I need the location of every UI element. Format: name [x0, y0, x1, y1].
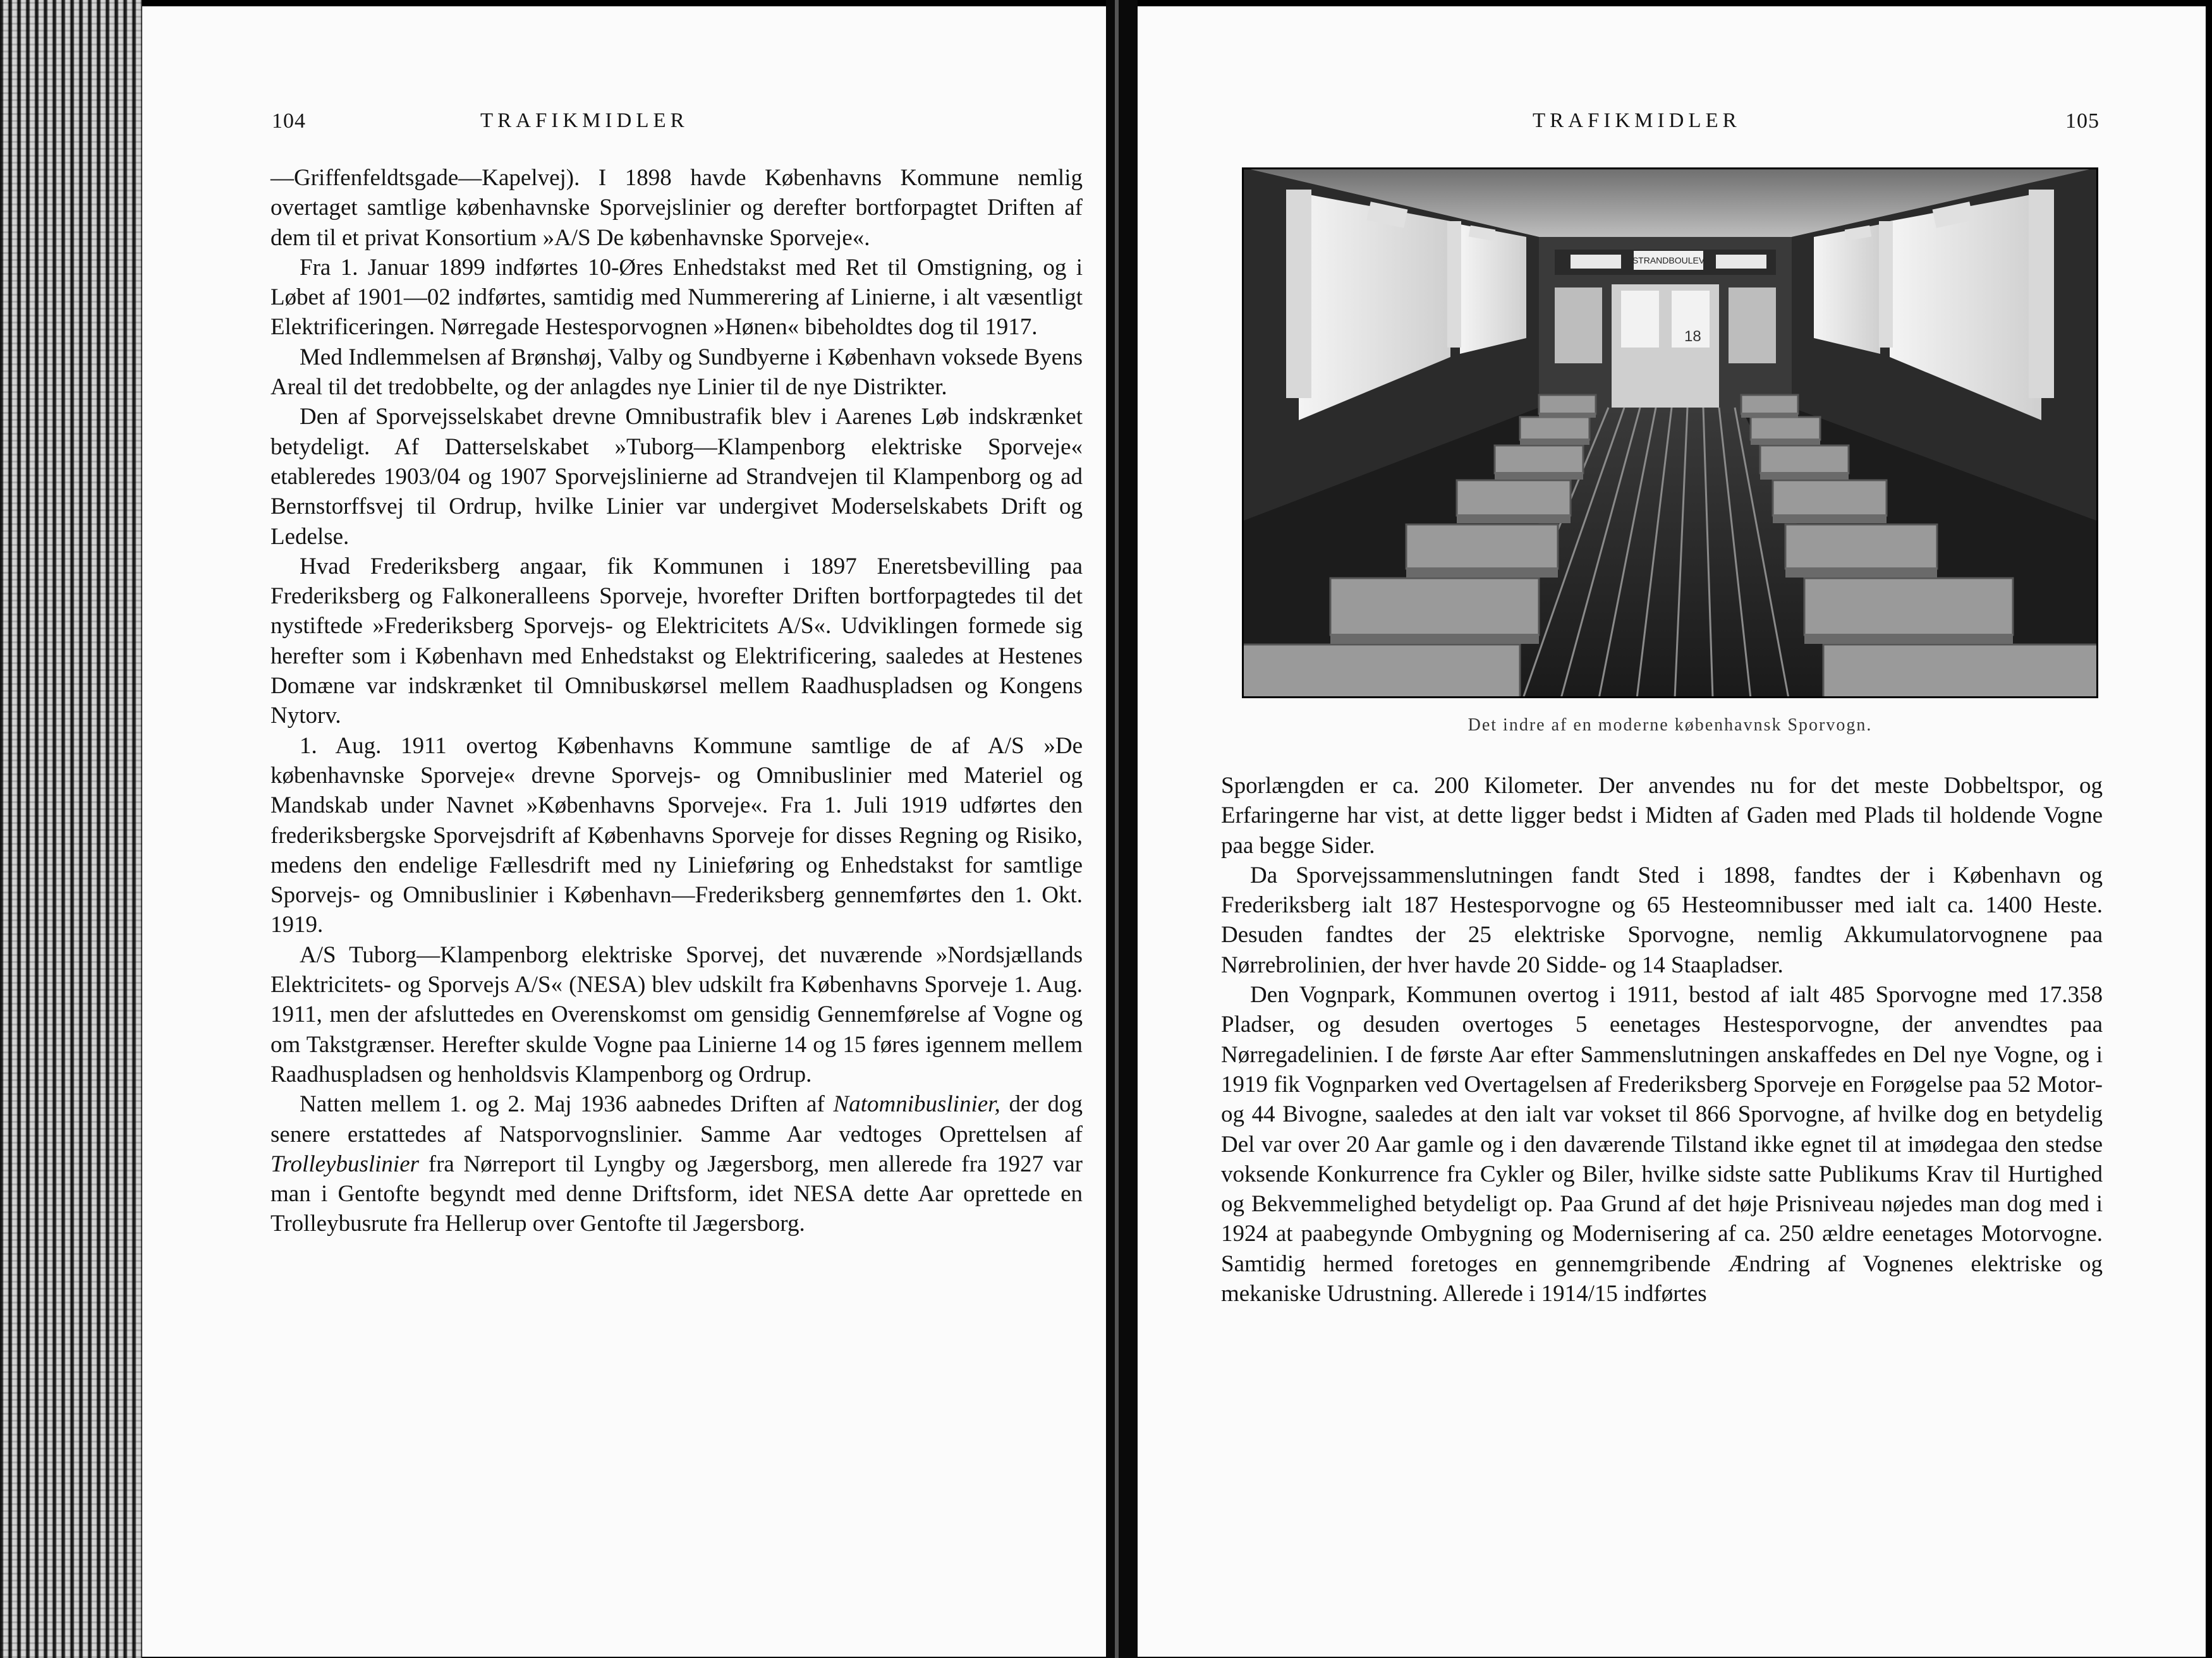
paragraph: Sporlængden er ca. 200 Kilometer. Der anvendes nu for det meste Dobbeltspor, og Erfaringerne har vist, at dette ligger bedst i Midten af Gaden med Plads til holdende Vogne paa begge Sider.: [1221, 773, 2103, 859]
paragraph: Den Vognpark, Kommunen overtog i 1911, bestod af ialt 485 Sporvogne med 17.358 Pladser, og desuden overtoges 5 eenetages Hestesporvogne, der anvendtes paa Nørregadelinien. I de første Aar efter Sammenslutningen anskaffedes en Del nye Vogne, og i 1919 fik Vognparken ved Overtagelsen af Frederiksberg Sporveje en Forøgelse paa 52 Motor- og 44 Bivogne, saaledes at den ialt var vokset til 866 Sporvogne, af hvilke dog en betydelig Del var over 20 Aar gamle og i den daværende Tilstand ikke egnet til at imødegaa den stedse voksende Konkurrence fra Cykler og Biler, hvilke sidste satte Publikums Krav til Hurtighed og Bekvemmelighed betydeligt op. Paa Grund af det høje Prisniveau nøjedes man dog med i 1924 at paabegynde Ombygning og Modernisering af ca. 250 ældre eenetages Motorvogne. Samtidig hermed foretoges en gennemgribende Ændring af Vognenes elektriske og mekaniske Udrustning. Allerede i 1914/15 indførtes: [1221, 982, 2103, 1307]
body-text: [1221, 771, 2103, 1309]
paragraph: Fra 1. Januar 1899 indførtes 10-Øres Enhedstakst med Ret til Omstigning, og i Løbet af 1901—02 indførtes, samtidig med Nummerering af Linierne, i alt væsentligt Elektrificeringen. Nørregade Hestesporvognen »Hønen« bibeholdtes dog til 1917.: [270, 254, 1083, 341]
paragraph: A/S Tuborg—Klampenborg elektriske Sporvej, det nuværende »Nordsjællands Elektricitets- og Sporvejs A/S« (NESA) blev udskilt fra Københavns Sporveje 1. Aug. 1911, men der afsluttedes en Overenskomst om gensidig Gennemførelse af Vogne og om Takstgrænser. Herefter skulde Vogne paa Linierne 14 og 15 føres igennem mellem Raadhuspladsen og henholdsvis Klampenborg og Ordrup.: [270, 941, 1083, 1087]
running-head: TRAFIKMIDLER: [480, 109, 689, 132]
body-text: [270, 163, 1083, 1239]
text-run: Natten mellem 1. og 2. Maj 1936 aabnedes Driften af: [300, 1091, 834, 1118]
page-number: 104: [272, 109, 306, 133]
door-number: 18: [1684, 328, 1701, 345]
paragraph: Den af Sporvejsselskabet drevne Omnibustrafik blev i Aarenes Løb indskrænket betydeligt. Af Datterselskabet »Tuborg—Klampenborg elektriske Sporveje« etableredes 1903/04 og 1907 Sporvejslinierne ad Strandvejen til Klampenborg og ad Bernstorffsvej til Ordrup, hvilke Linier var undergivet Moderselskabets Drift og Ledelse.: [270, 404, 1083, 550]
right-page: [1138, 6, 2206, 1657]
left-page: [142, 6, 1106, 1657]
page-number: 105: [2065, 109, 2100, 133]
paragraph: 1. Aug. 1911 overtog Københavns Kommune samtlige de af A/S »De københavnske Sporveje« drevne Sporvejs- og Omnibuslinier med Materiel og Mandskab under Navnet »Københavns Sporveje«. Fra 1. Juli 1919 udførtes den frederiksbergske Sporvejsdrift af Københavns Sporveje for disses Regning og Risiko, medens den endelige Fællesdrift med ny Linieføring og Enhedstakst for samtlige Sporvejs- og Omnibuslinier i København—Frederiksberg gennemførtes den 1. Okt. 1919.: [270, 732, 1083, 938]
tram-interior-photo: [1242, 167, 2098, 698]
text-run: der dog senere erstattedes af Natsporvognslinier. Samme Aar vedtoges Oprettelsen af: [270, 1091, 1083, 1147]
paragraph: Hvad Frederiksberg angaar, fik Kommunen i 1897 Eneretsbevilling paa Frederiksberg og Falkoneralleens Sporveje, hvorefter Driften bortforpagtedes til det nystiftede »Frederiksberg Sporvejs- og Elektricitets A/S«. Udviklingen formede sig herefter som i København med Enhedstakst og Elektrificering, saaledes at Hestenes Domæne var indskrænket til Omnibuskørsel mellem Raadhuspladsen og Kongens Nytorv.: [270, 553, 1083, 729]
running-head: TRAFIKMIDLER: [1533, 109, 1741, 132]
paragraph: [270, 1089, 1083, 1238]
text-run: fra Nørreport til Lyngby og Jægersborg, men allerede fra 1927 var man i Gentofte begyndt med denne Driftsform, idet NESA dette Aar oprettede en Trolleybusrute fra Hellerup over Gentofte til Jægersborg.: [270, 1151, 1083, 1237]
paragraph: —Griffenfeldtsgade—Kapelvej). I 1898 havde Københavns Kommune nemlig overtaget samtlige københavnske Sporvejslinier og derefter bortforpagtet Driften af dem til et privat Konsortium »A/S De københavnske Sporveje«.: [270, 165, 1083, 251]
italic-term: Trolleybuslinier: [270, 1151, 420, 1177]
italic-term: Natomnibuslinier,: [833, 1091, 1000, 1118]
book-page-edges: [0, 0, 142, 1658]
book-gutter: [1106, 0, 1138, 1658]
paragraph: Da Sporvejssammenslutningen fandt Sted i 1898, fandtes der i København og Frederiksberg ialt 187 Hestesporvogne og 65 Hesteomnibusser med ialt ca. 1400 Heste. Desuden fandtes der 25 elektriske Sporvogne, nemlig Akkumulatorvognene paa Nørrebrolinien, der hver havde 20 Sidde- og 14 Staapladser.: [1221, 862, 2103, 978]
photo-caption: Det indre af en moderne københavnsk Sporvogn.: [1468, 715, 1873, 735]
destination-sign: STRANDBOULEV: [1632, 255, 1705, 265]
paragraph: Med Indlemmelsen af Brønshøj, Valby og Sundbyerne i København voksede Byens Areal til det tredobbelte, og der anlagdes nye Linier til de nye Distrikter.: [270, 344, 1083, 401]
